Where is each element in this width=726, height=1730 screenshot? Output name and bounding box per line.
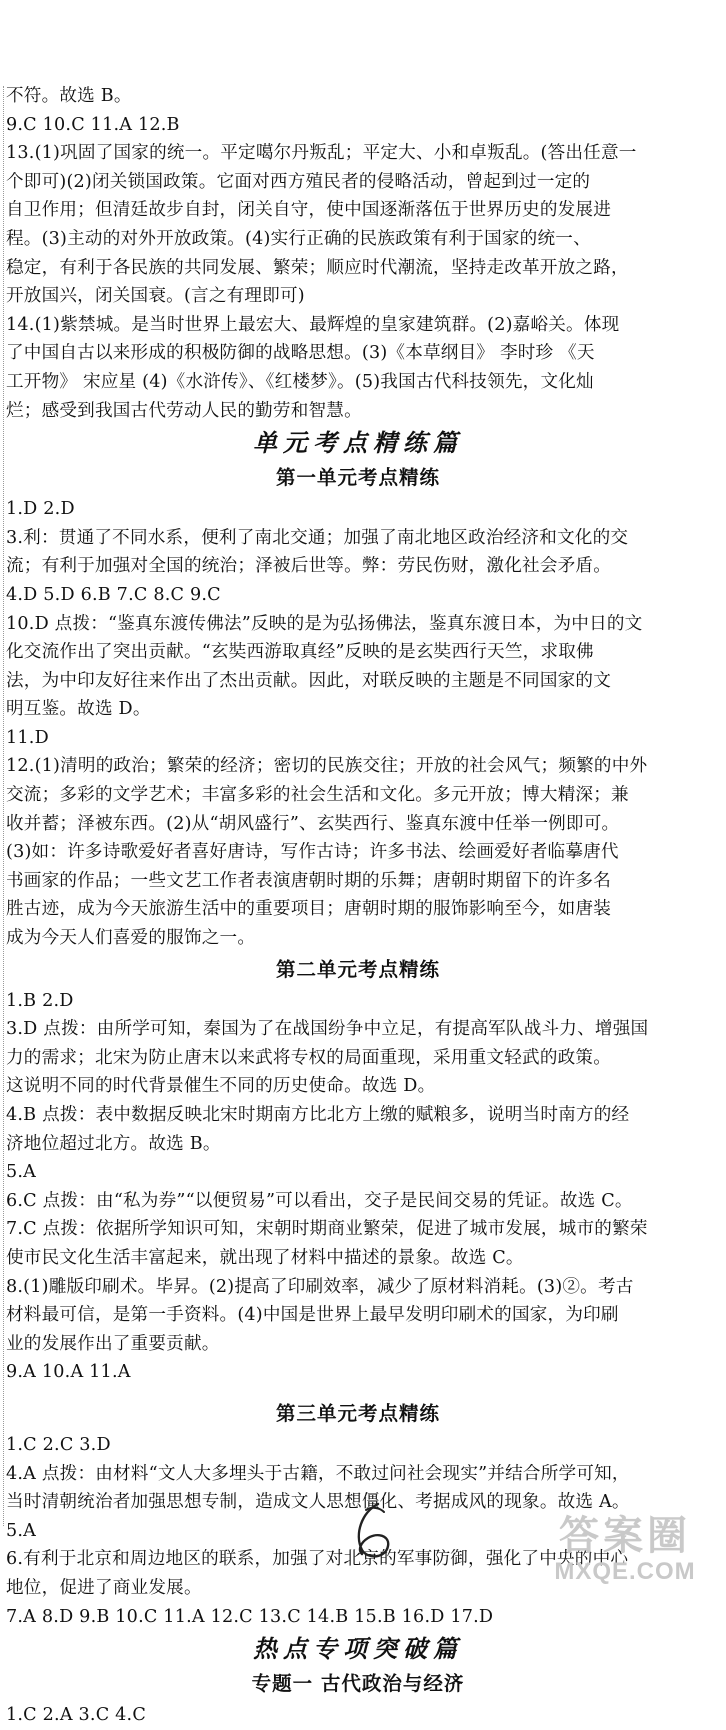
site-watermark [530, 1514, 720, 1592]
unit-1-title: 第一单元考点精练 [275, 466, 440, 490]
answer-line: 13.(1)巩固了国家的统一。平定噶尔丹叛乱；平定大、小和卓叛乱。(答出任意一 [6, 143, 637, 164]
answer-line: 当时清朝统治者加强思想专制，造成文人思想僵化、考据成风的现象。故选 A。 [6, 1492, 630, 1513]
handwritten-page-number [348, 1500, 396, 1562]
answer-line: 明互鉴。故选 D。 [6, 699, 151, 720]
answer-line: 5.A [6, 1520, 37, 1541]
answer-line: 化交流作出了突出贡献。“玄奘西游取真经”反映的是玄奘西行天竺，求取佛 [6, 642, 594, 663]
answer-line: 工开物》 宋应星 (4)《水浒传》、《红楼梦》。(5)我国古代科技领先，文化灿 [6, 371, 594, 392]
answer-line: 9.A 10.A 11.A [6, 1362, 131, 1383]
answer-line: 成为今天人们喜爱的服饰之一。 [6, 928, 256, 949]
answer-line: 1.B 2.D [6, 990, 74, 1011]
topic-1-title: 专题一 古代政治与经济 [251, 1672, 465, 1696]
answer-line: 6.C 点拨：由“私为券”“以便贸易”可以看出，交子是民间交易的凭证。故选 C。 [6, 1190, 633, 1211]
answer-line: 11.D [6, 727, 49, 748]
answer-line: 4.B 点拨：表中数据反映北宋时期南方比北方上缴的赋粮多，说明当时南方的经 [6, 1105, 630, 1125]
answer-line: 5.A [6, 1162, 37, 1183]
answer-line: 了中国自古以来形成的积极防御的战略思想。(3)《本草纲目》 李时珍 《天 [6, 343, 595, 364]
watermark-url: MXQE.COM [554, 1558, 696, 1585]
answer-line: 稳定，有利于各民族的共同发展、繁荣；顺应时代潮流，坚持走改革开放之路， [6, 257, 629, 278]
answer-line: 1.D 2.D [6, 499, 75, 520]
answer-line: 材料最可信，是第一手资料。(4)中国是世界上最早发明印刷术的国家，为印刷 [6, 1305, 619, 1326]
answer-line: 14.(1)紫禁城。是当时世界上最宏大、最辉煌的皇家建筑群。(2)嘉峪关。体现 [6, 314, 620, 335]
answer-line: 地位，促进了商业发展。 [6, 1577, 202, 1598]
answer-line: 个即可)(2)闭关锁国政策。它面对西方殖民者的侵略活动，曾起到过一定的 [6, 171, 591, 192]
answer-line: 力的需求；北宋为防止唐末以来武将专权的局面重现，采用重文轻武的政策。 [6, 1047, 611, 1068]
answer-line: 法，为中印友好往来作出了杰出贡献。因此，对联反映的主题是不同国家的文 [6, 670, 611, 691]
answer-line: 9.C 10.C 11.A 12.B [6, 114, 180, 135]
answer-line: 4.D 5.D 6.B 7.C 8.C 9.C [6, 584, 221, 605]
answer-line: 7.A 8.D 9.B 10.C 11.A 12.C 13.C 14.B 15.B 16.D 17.D [6, 1606, 494, 1627]
answer-content [6, 82, 710, 1730]
answer-line: 1.C 2.A 3.C 4.C [6, 1705, 147, 1726]
continued-answers-block [6, 82, 710, 425]
answer-line: 4.A 点拨：由材料“文人大多埋头于古籍，不敢过问社会现实”并结合所学可知， [6, 1463, 630, 1484]
topic-1-answers [6, 1701, 710, 1730]
answer-line: 3.利：贯通了不同水系，便利了南北交通；加强了南北地区政治经济和文化的交 [6, 527, 629, 548]
answer-line: 6.有利于北京和周边地区的联系，加强了对北京的军事防御，强化了中央的中心 [6, 1549, 629, 1570]
answer-line: 自卫作用；但清廷故步自封，闭关自守，使中国逐渐落伍于世界历史的发展进 [6, 200, 611, 221]
answer-line: 使市民文化生活丰富起来，就出现了材料中描述的景象。故选 C。 [6, 1247, 524, 1268]
answer-line: 8.(1)雕版印刷术。毕昇。(2)提高了印刷效率，减少了原材料消耗。(3)②。考古 [6, 1276, 634, 1297]
answer-line: 10.D 点拨：“鉴真东渡传佛法”反映的是为弘扬佛法，鉴真东渡日本，为中日的文 [6, 613, 643, 634]
answer-line: 胜古迹，成为今天旅游生活中的重要项目；唐朝时期的服饰影响至今，如唐装 [6, 899, 611, 920]
unit-2-answers [6, 987, 710, 1387]
unit-3-title: 第三单元考点精练 [275, 1401, 440, 1425]
answer-line: 济地位超过北方。故选 B。 [6, 1133, 221, 1154]
answer-line: 12.(1)清明的政治；繁荣的经济；密切的民族交往；开放的社会风气；频繁的中外 [6, 756, 648, 777]
answer-line: 不符。故选 B。 [6, 86, 132, 106]
unit-1-answers [6, 495, 710, 953]
answer-line: 7.C 点拨：依据所学知识可知，宋朝时期商业繁荣，促进了城市发展，城市的繁荣 [6, 1219, 648, 1240]
answer-line: 3.D 点拨：由所学可知，秦国为了在战国纷争中立足，有提高军队战斗力、增强国 [6, 1019, 649, 1040]
answer-line: 交流；多彩的文学艺术；丰富多彩的社会生活和文化。多元开放；博大精深；兼 [6, 785, 629, 806]
answer-line: 业的发展作出了重要贡献。 [6, 1333, 220, 1354]
unit-2-title: 第二单元考点精练 [275, 957, 440, 981]
margin-dotted-rule [3, 86, 4, 1526]
answer-line: (3)如：许多诗歌爱好者喜好唐诗，写作古诗；许多书法、绘画爱好者临摹唐代 [6, 842, 619, 863]
answer-line: 开放国兴，闭关国衰。(言之有理即可) [6, 286, 305, 307]
watermark-logo: 答案圈 [559, 1514, 691, 1558]
answer-line: 书画家的作品；一些文艺工作者表演唐朝时期的乐舞；唐朝时期留下的许多名 [6, 870, 611, 891]
answer-line: 烂；感受到我国古代劳动人民的勤劳和智慧。 [6, 400, 362, 421]
answer-line: 1.C 2.C 3.D [6, 1434, 111, 1455]
answer-line: 程。(3)主动的对外开放政策。(4)实行正确的民族政策有利于国家的统一、 [6, 228, 591, 249]
answer-line: 流；有利于加强对全国的统治；泽被后世等。弊：劳民伤财，激化社会矛盾。 [6, 556, 611, 577]
section-title-unit-practice: 单元考点精练篇 [253, 428, 463, 458]
answer-line: 这说明不同的时代背景催生不同的历史使命。故选 D。 [6, 1076, 436, 1097]
answer-line: 收并蓄；泽被东西。(2)从“胡风盛行”、玄奘西行、鉴真东渡中任举一例即可。 [6, 813, 620, 834]
section-title-hot-topics: 热点专项突破篇 [253, 1634, 463, 1664]
